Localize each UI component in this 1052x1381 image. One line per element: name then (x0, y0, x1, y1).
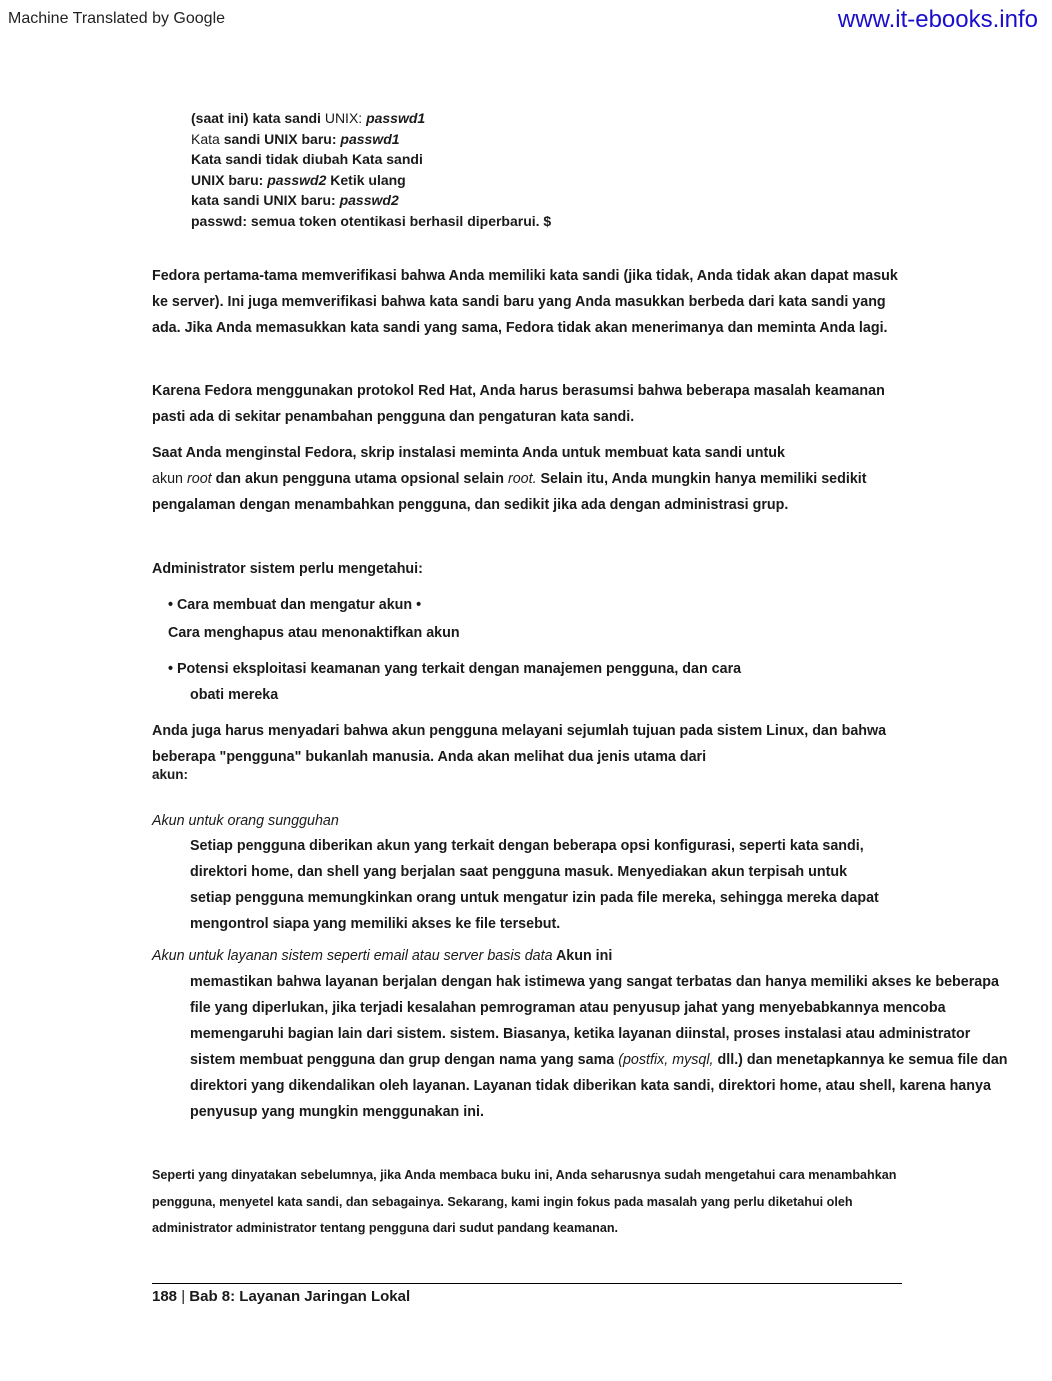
page-number: 188 (152, 1288, 178, 1305)
bullet-item: • Cara membuat dan mengatur akun • Cara menghapus atau menonaktifkan akun (168, 597, 460, 641)
paragraph: Karena Fedora menggunakan protokol Red Hat, Anda harus berasumsi bahwa beberapa masalah keamanan pasti ada di sekitar penambahan pengguna dan pengaturan kata sandi. (152, 383, 885, 425)
code-line: UNIX baru: passwd2 Ketik ulang (191, 171, 406, 188)
code-line: Kata sandi tidak diubah Kata sandi (191, 151, 423, 168)
closing-paragraph: Seperti yang dinyatakan sebelumnya, jika Anda membaca buku ini, Anda seharusnya sudah mengetahui cara menambahkan pengguna, menyetel kata sandi, dan sebagainya. Sekarang, kami ingin fokus pada masalah yang perlu diketahui oleh administrator administrator tentang pengguna dari sudut pandang keamanan. (152, 1168, 897, 1235)
chapter-title: Bab 8: Layanan Jaringan Lokal (189, 1288, 411, 1305)
code-line: Kata sandi UNIX baru: passwd1 (191, 130, 400, 147)
section-heading: Administrator sistem perlu mengetahui: (152, 561, 423, 577)
code-line: kata sandi UNIX baru: passwd2 (191, 192, 399, 209)
code-block (191, 108, 551, 232)
code-line: passwd: semua token otentikasi berhasil diperbarui. $ (191, 212, 552, 229)
bullet-item: • Potensi eksploitasi keamanan yang terkait dengan manajemen pengguna, dan cara obati mereka (168, 661, 742, 703)
term-real-users: Akun untuk orang sungguhan (152, 813, 339, 829)
footer-rule (152, 1283, 902, 1284)
definition: Setiap pengguna diberikan akun yang terkait dengan beberapa opsi konfigurasi, seperti kata sandi, direktori home, dan shell yang berjalan saat pengguna masuk. Menyediakan akun terpisah untuk setiap pengguna memungkinkan orang untuk mengatur izin pada file mereka, sehingga mereka dapat mengontrol siapa yang memiliki akses ke file tersebut. (190, 838, 879, 932)
term-system-services: Akun untuk layanan sistem seperti email atau server basis data Akun ini (152, 948, 613, 964)
paragraph: Saat Anda menginstal Fedora, skrip instalasi meminta Anda untuk membuat kata sandi untuk akun root dan akun pengguna utama opsional selain root. Selain itu, Anda mungkin hanya memiliki sedikit pengalaman dengan menambahkan pengguna, dan sedikit jika ada dengan administrasi grup. (152, 445, 867, 513)
code-line: (saat ini) kata sandi UNIX: passwd1 (191, 110, 426, 126)
machine-translated-label: Machine Translated by Google (8, 10, 226, 27)
page-footer: 188 | Bab 8: Layanan Jaringan Lokal (152, 1288, 411, 1305)
paragraph: Fedora pertama-tama memverifikasi bahwa Anda memiliki kata sandi (jika tidak, Anda tidak akan dapat masuk ke server). Ini juga memverifikasi bahwa kata sandi baru yang Anda masukkan berbeda dari kata sandi yang ada. Jika Anda memasukkan kata sandi yang sama, Fedora tidak akan menerimanya dan meminta Anda lagi. (152, 268, 898, 336)
it-ebooks-link[interactable]: www.it-ebooks.info (837, 6, 1038, 33)
paragraph: Anda juga harus menyadari bahwa akun pengguna melayani sejumlah tujuan pada sistem Linux, dan bahwa beberapa "pengguna" bukanlah manusia. Anda akan melihat dua jenis utama dari akun: (152, 723, 887, 782)
definition: memastikan bahwa layanan berjalan dengan hak istimewa yang sangat terbatas dan hanya memiliki akses ke beberapa file yang diperlukan, jika terjadi kesalahan pemrograman atau penyusup jahat yang menyebabkannya mencoba memengaruhi bagian lain dari sistem. sistem. Biasanya, ketika layanan diinstal, proses instalasi atau administrator sistem membuat pengguna dan grup dengan nama yang sama (postfix, mysql, dll.) dan menetapkannya ke semua file dan direktori yang dikendalikan oleh layanan. Layanan tidak diberikan kata sandi, direktori home, atau shell, karena hanya penyusup yang mungkin menggunakan ini. (190, 974, 1008, 1120)
